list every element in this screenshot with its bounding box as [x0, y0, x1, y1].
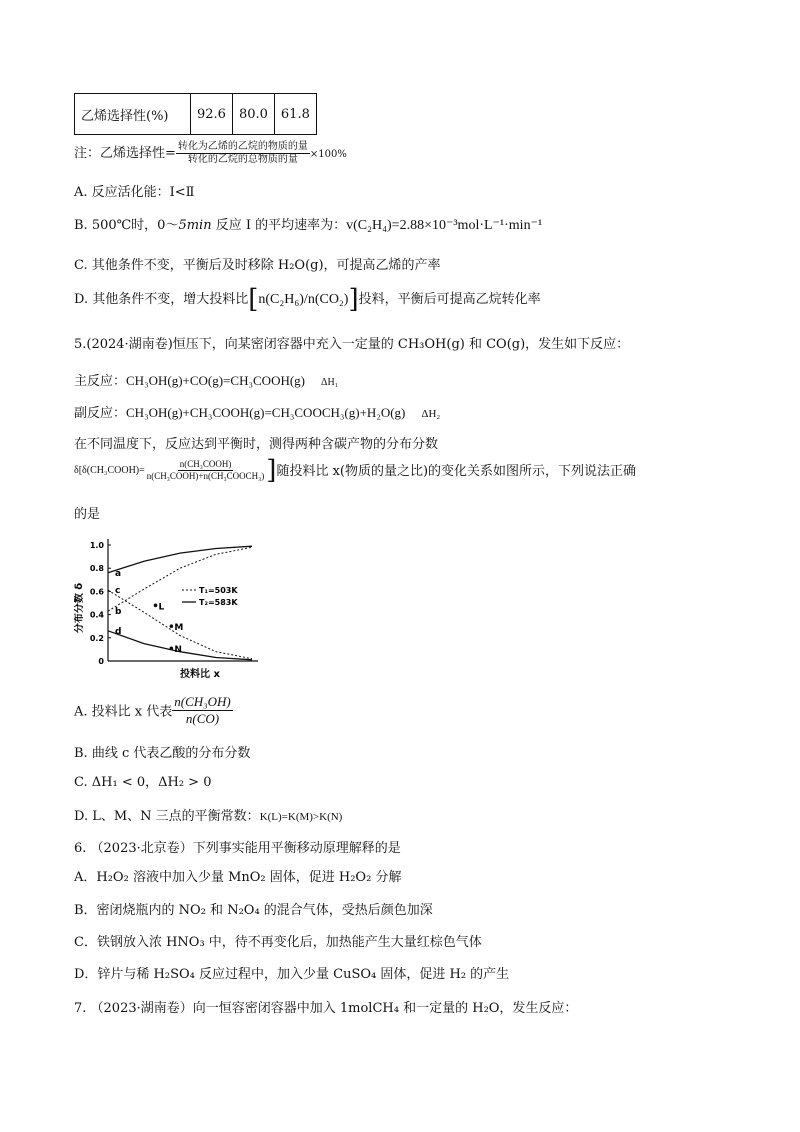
chart-y-tick-label: 1.0 [89, 541, 104, 550]
note-fraction [176, 141, 310, 166]
q5-option-b: B. 曲线 c 代表乙酸的分布分数 [74, 746, 251, 761]
q7-stem: 7. （2023·湖南卷）向一恒容密闭容器中加入 1molCH₄ 和一定量的 H₂O，发生反应： [74, 1001, 578, 1016]
q5-main-label: 主反应： [74, 374, 127, 389]
q4-d-prefix: D. 其他条件不变，增大投料比 [74, 292, 249, 307]
chart-series-label-d: d [115, 626, 122, 637]
chart-point-N [170, 646, 174, 650]
note-denominator: 转化的乙烷的总物质的量 [187, 154, 298, 165]
q5-delta-fraction [145, 459, 267, 482]
selectivity-table [74, 93, 317, 135]
q5-delta-post: 随投料比 x(物质的量之比)的变化关系如图所示，下列说法正确 [276, 463, 637, 479]
note-suffix: ×100% [309, 149, 347, 160]
q4-d-post: 投料，平衡后可提高乙烷转化率 [358, 292, 541, 307]
q4-option-b [74, 214, 542, 234]
chart-legend [182, 586, 238, 607]
q5-a-fraction [172, 694, 233, 726]
q5-a-den: n(CO) [185, 710, 220, 726]
note-numerator: 转化为乙烯的乙烷的物质的量 [177, 141, 308, 152]
table-label-cell: 乙烯选择性(%) [75, 94, 191, 135]
q5-main-reaction [74, 370, 338, 389]
q5-option-a [74, 694, 233, 726]
q5-option-d [74, 805, 342, 824]
chart-y-tick-label: 0.8 [89, 564, 104, 574]
chart-y-tick-label: 0.2 [89, 633, 104, 643]
q5-delta-den: n(CH₃COOH)+n(CH₃COOCH₃) [146, 470, 265, 481]
q5-line5: 的是 [74, 507, 101, 522]
q4-b-prefix: B. 500℃时，0～ [74, 218, 179, 233]
q5-side-rxn: CH₃OH(g)+CH₃COOH(g)=CH₃COOCH₃(g)+H₂O(g) [126, 405, 406, 420]
q4-option-c: C. 其他条件不变，平衡后及时移除 H₂O(g)，可提高乙烯的产率 [74, 258, 441, 273]
q5-a-num: n(CH₃OH) [174, 694, 231, 709]
q5-delta-lhs: δ[δ(CH₃COOH)= [74, 464, 145, 476]
chart-y-tick-label: 0 [98, 657, 104, 666]
chart-series-label-b: b [115, 607, 122, 618]
table-cell: 92.6 [191, 94, 233, 135]
q5-option-c: C. ΔH₁ < 0，ΔH₂ > 0 [74, 775, 212, 790]
q4-b-mid: 反应 I 的平均速率为： [211, 218, 347, 233]
chart-x-label: 投料比 x [180, 669, 220, 680]
q5-side-label: 副反应： [74, 406, 127, 421]
chart-point-label-N: N [174, 645, 182, 656]
q6-option-a: A．H₂O₂ 溶液中加入少量 MnO₂ 固体，促进 H₂O₂ 分解 [74, 870, 402, 885]
q5-main-dh: ΔH₁ [321, 377, 339, 388]
chart-point-label-L: L [158, 602, 165, 613]
chart-y-tick-label: 0.6 [89, 587, 104, 597]
q6-option-d: D．锌片与稀 H₂SO₄ 反应过程中，加入少量 CuSO₄ 固体，促进 H₂ 的产生 [74, 967, 510, 982]
q5-line3: 在不同温度下，反应达到平衡时，测得两种含碳产物的分布分数 [74, 437, 439, 452]
q5-a-prefix: A. 投料比 x 代表 [74, 704, 173, 720]
chart-legend-label-t2: T₂=583K [199, 598, 238, 607]
table-cell: 61.8 [274, 94, 316, 135]
q4-b-min: 5min [178, 218, 212, 233]
q4-option-a: A. 反应活化能：I<Ⅱ [74, 185, 195, 200]
q5-delta-num: n(CH₃COOH) [179, 459, 232, 469]
q5-side-reaction [74, 402, 440, 421]
note-prefix: 注：乙烯选择性= [74, 146, 176, 161]
q5-side-dh: ΔH₂ [421, 408, 441, 420]
chart-series-label-c: c [115, 586, 121, 597]
q5-main-rxn: CH₃OH(g)+CO(g)=CH₃COOH(g) [126, 373, 306, 388]
selectivity-note [74, 141, 347, 166]
q6-stem: 6. （2023·北京卷）下列事实能用平衡移动原理解释的是 [74, 841, 401, 856]
q6-option-b: B．密闭烧瓶内的 NO₂ 和 N₂O₄ 的混合气体，受热后颜色加深 [74, 903, 433, 918]
chart-series-label-a: a [115, 568, 122, 579]
chart-series-line-a [108, 546, 252, 573]
q5-d-eq: K(L)=K(M)>K(N) [259, 811, 343, 823]
table-cell: 80.0 [232, 94, 274, 135]
q6-option-c: C．铁钢放入浓 HNO₃ 中，待不再变化后，加热能产生大量红棕色气体 [74, 935, 482, 950]
chart-point-label-M: M [174, 623, 184, 634]
q4-option-d: D. 其他条件不变，增大投料比[n(C₂H₆)/n(CO₂)]投料，平衡后可提高乙烷转化率 [74, 284, 541, 315]
chart-point-M [170, 624, 174, 628]
q4-d-ratio: n(C₂H₆)/n(CO₂) [258, 292, 349, 307]
q4-b-rate: v(C₂H₄)=2.88×10⁻³mol·L⁻¹·min⁻¹ [346, 218, 543, 233]
table-row [75, 94, 317, 135]
q5-d-prefix: D. L、M、N 三点的平衡常数： [74, 809, 260, 824]
chart-point-L [154, 604, 158, 608]
chart-y-label: 分布分数 δ [74, 582, 85, 634]
q5-stem: 5.(2024·湖南卷)恒压下，向某密闭容器中充入一定量的 CH₃OH(g) 和 CO(g)，发生如下反应： [74, 337, 630, 352]
q5-delta-definition: δ[δ(CH₃COOH)= $\frac{\text{n(CH₃COOH)}}{\text{n(CH₃COOH)+n(CH₃COOCH₃)}}$ ]随投料比 x(物质的量之比)的变化关系如图所示，下列说法正确 [74, 455, 637, 486]
chart-legend-label-t1: T₁=503K [199, 586, 238, 595]
chart-y-tick-label: 0.4 [89, 610, 104, 620]
distribution-chart [74, 530, 274, 680]
